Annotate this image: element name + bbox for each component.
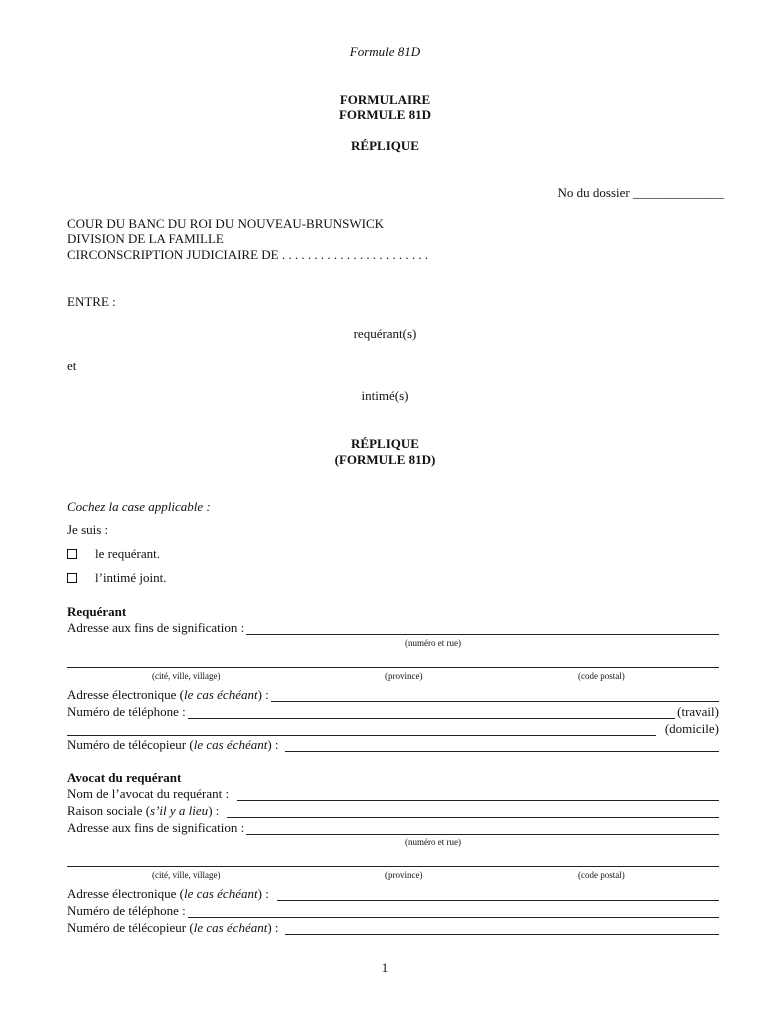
checkbox-instruction: Cochez la case applicable : — [67, 499, 211, 514]
lawyer-address-field[interactable] — [67, 820, 719, 835]
postal-caption: (code postal) — [578, 671, 625, 681]
running-title: Formule 81D — [349, 44, 421, 59]
lawyer-phone-label: Numéro de téléphone : — [67, 903, 186, 918]
respondent-label: intimé(s) — [361, 388, 409, 403]
applicant-address-label: Adresse aux fins de signification : — [67, 620, 245, 635]
applicant-phone-home-line[interactable] — [67, 724, 656, 736]
page-number: 1 — [381, 960, 389, 975]
street-caption: (numéro et rue) — [405, 638, 461, 648]
applicant-phone-work-field[interactable] — [67, 704, 719, 719]
province-caption: (province) — [385, 671, 423, 681]
firm-name-line[interactable] — [227, 806, 719, 818]
applicant-fax-line[interactable] — [285, 740, 719, 752]
i-am-label: Je suis : — [67, 522, 109, 537]
firm-name-field[interactable] — [67, 803, 719, 818]
applicant-fax-field[interactable] — [67, 737, 719, 752]
lawyer-fax-line[interactable] — [285, 923, 719, 935]
applicant-email-field[interactable] — [67, 687, 719, 702]
lawyer-name-line[interactable] — [237, 789, 719, 801]
subtitle-line1: RÉPLIQUE — [351, 436, 419, 451]
lawyer-name-label: Nom de l’avocat du requérant : — [67, 786, 230, 801]
form-title-line2: FORMULE 81D — [338, 107, 432, 122]
lawyer-phone-field[interactable] — [67, 903, 719, 918]
applicant-phone-home-field[interactable] — [67, 721, 719, 736]
option-joined-respondent-label: l’intimé joint. — [95, 570, 167, 585]
lawyer-city-line[interactable] — [67, 866, 719, 867]
between-label: ENTRE : — [67, 294, 116, 309]
applicant-fax-label: Numéro de télécopieur (le cas échéant) : — [67, 737, 279, 752]
lawyer-heading: Avocat du requérant — [67, 770, 182, 785]
lawyer-city-caption: (cité, ville, village) — [152, 870, 221, 880]
applicant-address-field[interactable] — [67, 620, 719, 635]
file-number-field[interactable]: No du dossier ______________ — [557, 185, 724, 200]
lawyer-email-field[interactable] — [67, 886, 719, 901]
lawyer-phone-line[interactable] — [188, 906, 719, 918]
lawyer-postal-caption: (code postal) — [578, 870, 625, 880]
form-title-line1: FORMULAIRE — [339, 92, 431, 107]
lawyer-address-line[interactable] — [246, 823, 719, 835]
applicant-heading: Requérant — [67, 604, 127, 619]
applicant-email-line[interactable] — [271, 690, 719, 702]
applicant-label: requérant(s) — [353, 326, 417, 341]
applicant-phone-label: Numéro de téléphone : — [67, 704, 186, 719]
lawyer-address-label: Adresse aux fins de signification : — [67, 820, 245, 835]
city-caption: (cité, ville, village) — [152, 671, 221, 681]
lawyer-fax-field[interactable] — [67, 920, 719, 935]
judicial-district-field[interactable]: CIRCONSCRIPTION JUDICIAIRE DE . . . . . . . . . . . . . . . . . . . . . . . — [67, 247, 429, 262]
lawyer-street-caption: (numéro et rue) — [405, 837, 461, 847]
court-name: COUR DU BANC DU ROI DU NOUVEAU-BRUNSWICK — [67, 216, 385, 231]
home-label: (domicile) — [664, 721, 719, 736]
and-label: et — [67, 358, 77, 373]
option-joined-respondent[interactable] — [67, 570, 167, 585]
option-applicant-label: le requérant. — [95, 546, 160, 561]
applicant-phone-work-line[interactable] — [188, 707, 675, 719]
work-label: (travail) — [677, 704, 719, 719]
firm-name-label: Raison sociale (s’il y a lieu) : — [67, 803, 220, 818]
applicant-email-label: Adresse électronique (le cas échéant) : — [67, 687, 269, 702]
lawyer-province-caption: (province) — [385, 870, 423, 880]
form-title-line3: RÉPLIQUE — [351, 138, 419, 153]
checkbox-joined-respondent[interactable] — [67, 573, 77, 583]
lawyer-email-label: Adresse électronique (le cas échéant) : — [67, 886, 269, 901]
lawyer-fax-label: Numéro de télécopieur (le cas échéant) : — [67, 920, 279, 935]
checkbox-applicant[interactable] — [67, 549, 77, 559]
court-division: DIVISION DE LA FAMILLE — [67, 231, 224, 246]
applicant-address-line[interactable] — [246, 623, 719, 635]
lawyer-email-line[interactable] — [277, 889, 719, 901]
lawyer-name-field[interactable] — [67, 786, 719, 801]
applicant-city-line[interactable] — [67, 667, 719, 668]
subtitle-line2: (FORMULE 81D) — [334, 452, 436, 467]
option-applicant[interactable] — [67, 546, 160, 561]
